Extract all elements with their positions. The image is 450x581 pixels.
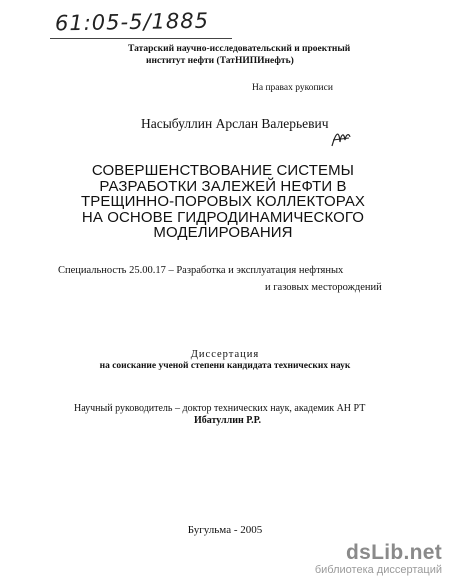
- title-line: ТРЕЩИННО-ПОРОВЫХ КОЛЛЕКТОРАХ: [80, 193, 366, 210]
- author-name: Насыбуллин Арслан Валерьевич: [141, 116, 329, 131]
- watermark: [315, 542, 442, 576]
- city-year: Бугульма - 2005: [187, 524, 263, 536]
- signature-icon: [330, 128, 352, 150]
- speciality-line-2: и газовых месторождений: [265, 282, 382, 293]
- institute-header: [128, 43, 428, 67]
- dissertation-label: Диссертация: [190, 349, 260, 360]
- speciality-line-1: Специальность 25.00.17 – Разработка и эксплуатация нефтяных: [58, 265, 344, 276]
- supervisor-line: Научный руководитель – доктор технических наук, академик АН РТ: [74, 403, 366, 414]
- supervisor-block: [74, 403, 434, 427]
- dissertation-title: [68, 163, 378, 241]
- watermark-subtitle: библиотека диссертаций: [314, 564, 442, 576]
- watermark-logo: dsLib.net: [345, 541, 442, 564]
- title-line: МОДЕЛИРОВАНИЯ: [153, 224, 293, 241]
- title-line: СОВЕРШЕНСТВОВАНИЕ СИСТЕМЫ: [91, 162, 355, 179]
- degree-line: на соискание ученой степени кандидата технических наук: [99, 361, 351, 371]
- title-line: РАЗРАБОТКИ ЗАЛЕЖЕЙ НЕФТИ В: [99, 177, 347, 195]
- supervisor-name: Ибатуллин Р.Р.: [194, 415, 262, 426]
- institute-line-2: институт нефти (ТатНИПИнефть): [146, 56, 294, 66]
- stamp-underline: [50, 38, 232, 39]
- registry-number-stamp: 61:05-5/1885: [54, 8, 210, 36]
- institute-line-1: Татарский научно-исследовательский и проектный: [128, 44, 351, 54]
- speciality-block: [58, 262, 438, 296]
- title-line: НА ОСНОВЕ ГИДРОДИНАМИЧЕСКОГО: [81, 208, 365, 226]
- rights-note: На правах рукописи: [252, 83, 333, 93]
